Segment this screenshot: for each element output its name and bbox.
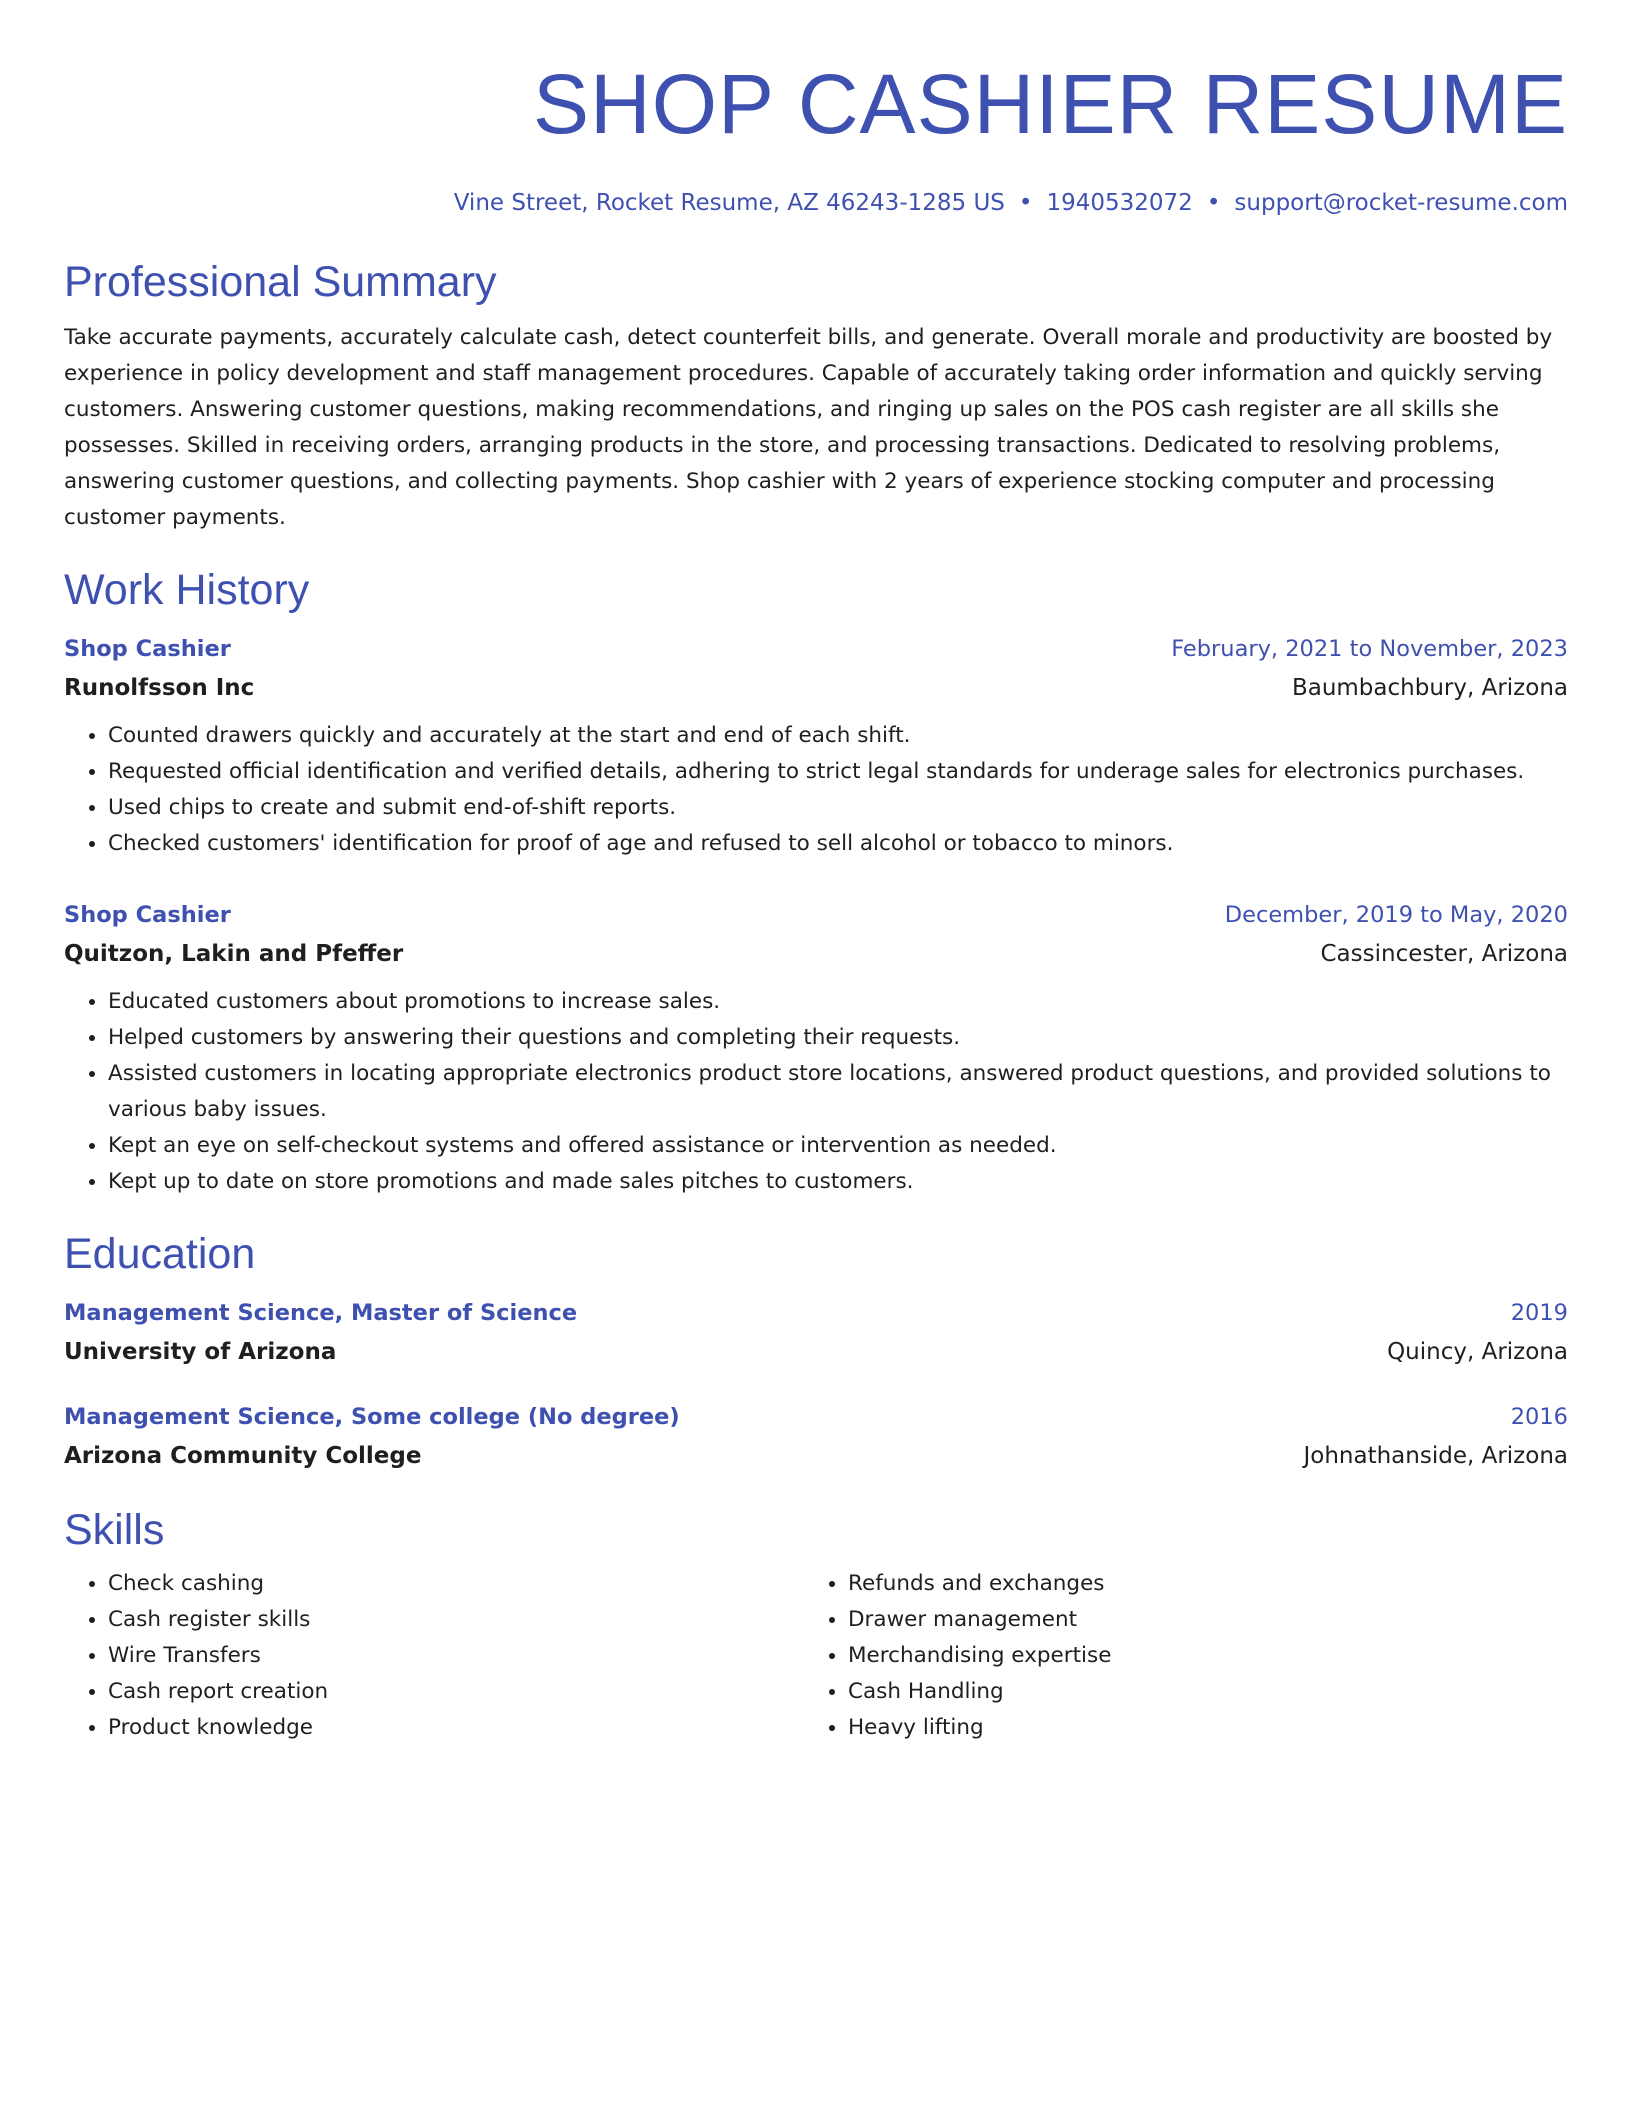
skill-item: • Cash register skills <box>108 1602 804 1638</box>
job-location: Baumbachbury, Arizona <box>1291 675 1568 701</box>
list-item: • Requested official identification and verified details, adhering to strict legal standards for underage sales for electronics purchases. <box>108 754 1568 790</box>
contact-phone: 1940532072 <box>1046 190 1193 216</box>
education-heading: Education <box>64 1230 256 1278</box>
job-company: Runolfsson Inc <box>64 675 255 701</box>
summary-heading: Professional Summary <box>64 258 497 306</box>
skill-item: • Cash Handling <box>848 1674 1544 1710</box>
skill-item: • Check cashing <box>108 1566 804 1602</box>
job-role: Shop Cashier <box>64 636 231 662</box>
skills-list-right <box>804 1566 1544 1746</box>
job-entry <box>64 630 1568 862</box>
job-dates: December, 2019 to May, 2020 <box>1224 902 1568 928</box>
education-location: Johnathanside, Arizona <box>1303 1443 1568 1469</box>
skills-list-left <box>64 1566 804 1746</box>
education-entry <box>64 1398 1568 1476</box>
skill-item: • Refunds and exchanges <box>848 1566 1544 1602</box>
education-entry <box>64 1294 1568 1372</box>
skill-item: • Heavy lifting <box>848 1710 1544 1746</box>
education-school: Arizona Community College <box>64 1443 422 1469</box>
education-degree: Management Science, Master of Science <box>64 1300 578 1326</box>
list-item: • Used chips to create and submit end-of-shift reports. <box>108 790 1568 826</box>
education-year: 2019 <box>1510 1300 1568 1326</box>
skill-item: • Merchandising expertise <box>848 1638 1544 1674</box>
job-role: Shop Cashier <box>64 902 231 928</box>
education-school: University of Arizona <box>64 1339 337 1365</box>
skill-item: • Cash report creation <box>108 1674 804 1710</box>
job-location: Cassincester, Arizona <box>1320 941 1568 967</box>
skill-item: • Drawer management <box>848 1602 1544 1638</box>
education-degree: Management Science, Some college (No degree) <box>64 1404 680 1430</box>
contact-line <box>64 188 1568 218</box>
resume-title: SHOP CASHIER RESUME <box>533 57 1568 151</box>
skill-item: • Product knowledge <box>108 1710 804 1746</box>
job-company: Quitzon, Lakin and Pfeffer <box>64 941 404 967</box>
list-item: • Assisted customers in locating appropriate electronics product store locations, answered product questions, and provided solutions to various baby issues. <box>108 1056 1568 1128</box>
list-item: • Kept up to date on store promotions and made sales pitches to customers. <box>108 1164 1568 1200</box>
job-dates: February, 2021 to November, 2023 <box>1171 636 1568 662</box>
work-history-heading: Work History <box>64 566 310 614</box>
list-item: • Counted drawers quickly and accurately at the start and end of each shift. <box>108 718 1568 754</box>
summary-text: Take accurate payments, accurately calculate cash, detect counterfeit bills, and generate. Overall morale and productivity are boosted by experience in policy development and staff management procedures. Capable of accurately taking order information and quickly serving customers. Answering customer questions, making recommendations, and ringing up sales on the POS cash register are all skills she possesses. Skilled in receiving orders, arranging products in the store, and processing transactions. Dedicated to resolving problems, answering customer questions, and collecting payments. Shop cashier with 2 years of experience stocking computer and processing customer payments. <box>64 325 1553 530</box>
job-duties <box>64 984 1568 1200</box>
list-item: • Helped customers by answering their questions and completing their requests. <box>108 1020 1568 1056</box>
contact-separator: • <box>1206 190 1221 216</box>
education-location: Quincy, Arizona <box>1387 1339 1568 1365</box>
skills-columns <box>64 1566 1568 1746</box>
skill-item: • Wire Transfers <box>108 1638 804 1674</box>
contact-address: Vine Street, Rocket Resume, AZ 46243-1285 US <box>453 190 1005 216</box>
education-year: 2016 <box>1510 1404 1568 1430</box>
contact-separator: • <box>1018 190 1033 216</box>
list-item: • Checked customers' identification for proof of age and refused to sell alcohol or tobacco to minors. <box>108 826 1568 862</box>
list-item: • Educated customers about promotions to increase sales. <box>108 984 1568 1020</box>
skills-heading: Skills <box>64 1506 165 1554</box>
job-duties <box>64 718 1568 862</box>
job-entry <box>64 896 1568 1200</box>
list-item: • Kept an eye on self-checkout systems and offered assistance or intervention as needed. <box>108 1128 1568 1164</box>
contact-email[interactable]: support@rocket-resume.com <box>1234 190 1568 216</box>
